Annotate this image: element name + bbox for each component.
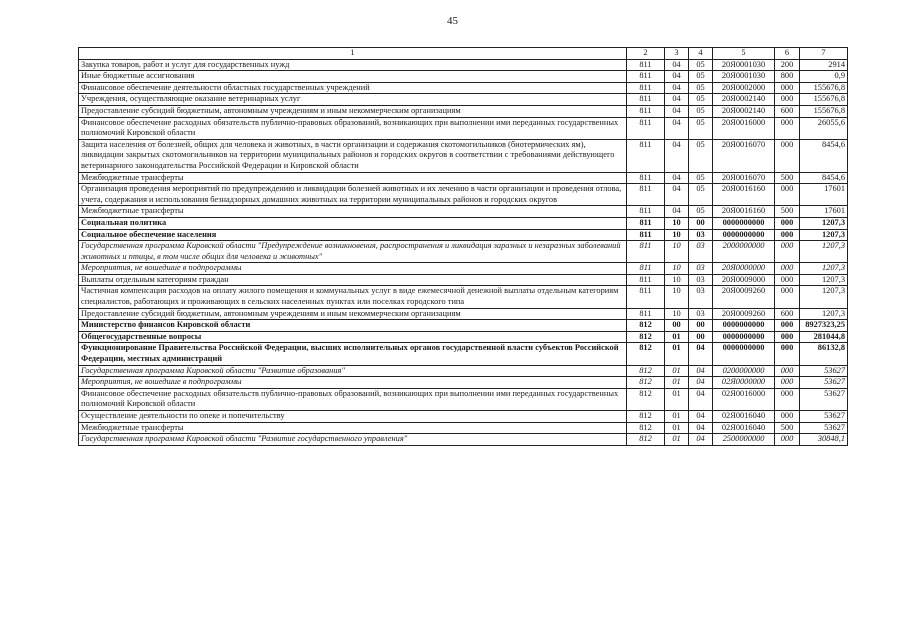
- amount-cell: 1207,3: [800, 274, 848, 286]
- subsection-code-cell: 03: [689, 274, 713, 286]
- ministry-code-cell: 811: [627, 308, 665, 320]
- amount-cell: 1207,3: [800, 308, 848, 320]
- row-name-cell: Финансовое обеспечение деятельности областных государственных учреждений: [79, 82, 627, 94]
- expense-type-cell: 000: [775, 434, 800, 446]
- expense-type-cell: 000: [775, 331, 800, 343]
- section-code-cell: 01: [665, 377, 689, 389]
- section-code-cell: 04: [665, 94, 689, 106]
- amount-cell: 0,9: [800, 71, 848, 83]
- column-header: 5: [713, 48, 775, 60]
- section-code-cell: 10: [665, 263, 689, 275]
- expense-type-cell: 000: [775, 117, 800, 139]
- table-row: [79, 308, 848, 320]
- row-name-cell: Общегосударственные вопросы: [79, 331, 627, 343]
- table-row: [79, 377, 848, 389]
- target-article-cell: 20Я0016160: [713, 206, 775, 218]
- table-row: [79, 286, 848, 308]
- expense-type-cell: 000: [775, 217, 800, 229]
- amount-cell: 281044,8: [800, 331, 848, 343]
- subsection-code-cell: 05: [689, 117, 713, 139]
- subsection-code-cell: 00: [689, 320, 713, 332]
- row-name-cell: Предоставление субсидий бюджетным, автономным учреждениям и иным некоммерческим организациям: [79, 308, 627, 320]
- target-article-cell: 20Я0000000: [713, 263, 775, 275]
- expense-type-cell: 000: [775, 320, 800, 332]
- target-article-cell: 02Я0000000: [713, 377, 775, 389]
- target-article-cell: 02Я0016040: [713, 422, 775, 434]
- row-name-cell: Государственная программа Кировской области "Развитие образования": [79, 365, 627, 377]
- ministry-code-cell: 811: [627, 59, 665, 71]
- subsection-code-cell: 05: [689, 139, 713, 172]
- subsection-code-cell: 00: [689, 217, 713, 229]
- column-header: 1: [79, 48, 627, 60]
- expense-type-cell: 000: [775, 286, 800, 308]
- expense-type-cell: 000: [775, 94, 800, 106]
- target-article-cell: 20Я0009260: [713, 286, 775, 308]
- row-name-cell: Финансовое обеспечение расходных обязательств публично-правовых образований, возникающих при выполнении ими переданных государственных полномочий Кировской области: [79, 117, 627, 139]
- amount-cell: 8454,6: [800, 139, 848, 172]
- amount-cell: 155676,8: [800, 105, 848, 117]
- subsection-code-cell: 04: [689, 343, 713, 365]
- table-row: [79, 217, 848, 229]
- expense-type-cell: 000: [775, 388, 800, 410]
- row-name-cell: Функционирование Правительства Российской Федерации, высших исполнительных органов государственной власти субъектов Российской Федерации, местных администраций: [79, 343, 627, 365]
- ministry-code-cell: 812: [627, 320, 665, 332]
- row-name-cell: Межбюджетные трансферты: [79, 422, 627, 434]
- row-name-cell: Мероприятия, не вошедшие в подпрограммы: [79, 377, 627, 389]
- table-row: [79, 274, 848, 286]
- section-code-cell: 01: [665, 434, 689, 446]
- expense-type-cell: 500: [775, 422, 800, 434]
- table-row: [79, 422, 848, 434]
- expense-type-cell: 800: [775, 71, 800, 83]
- table-row: [79, 172, 848, 184]
- ministry-code-cell: 812: [627, 365, 665, 377]
- target-article-cell: 20Я0016070: [713, 139, 775, 172]
- target-article-cell: 2000000000: [713, 241, 775, 263]
- row-name-cell: Выплаты отдельным категориям граждан: [79, 274, 627, 286]
- target-article-cell: 20Я0001030: [713, 59, 775, 71]
- subsection-code-cell: 05: [689, 105, 713, 117]
- section-code-cell: 04: [665, 172, 689, 184]
- subsection-code-cell: 03: [689, 308, 713, 320]
- amount-cell: 1207,3: [800, 241, 848, 263]
- ministry-code-cell: 811: [627, 274, 665, 286]
- ministry-code-cell: 811: [627, 172, 665, 184]
- ministry-code-cell: 811: [627, 139, 665, 172]
- table-row: [79, 343, 848, 365]
- target-article-cell: 20Я0001030: [713, 71, 775, 83]
- subsection-code-cell: 05: [689, 82, 713, 94]
- page-number: 45: [447, 15, 458, 27]
- column-header: 7: [800, 48, 848, 60]
- subsection-code-cell: 00: [689, 331, 713, 343]
- amount-cell: 53627: [800, 377, 848, 389]
- table-row: [79, 229, 848, 241]
- expense-type-cell: 000: [775, 274, 800, 286]
- expense-type-cell: 500: [775, 172, 800, 184]
- expense-type-cell: 000: [775, 229, 800, 241]
- subsection-code-cell: 04: [689, 434, 713, 446]
- target-article-cell: 0000000000: [713, 229, 775, 241]
- ministry-code-cell: 811: [627, 263, 665, 275]
- section-code-cell: 00: [665, 320, 689, 332]
- section-code-cell: 01: [665, 388, 689, 410]
- column-header: 3: [665, 48, 689, 60]
- amount-cell: 17601: [800, 184, 848, 206]
- section-code-cell: 04: [665, 71, 689, 83]
- ministry-code-cell: 811: [627, 105, 665, 117]
- target-article-cell: 02Я0016040: [713, 411, 775, 423]
- subsection-code-cell: 05: [689, 184, 713, 206]
- table-row: [79, 241, 848, 263]
- subsection-code-cell: 05: [689, 172, 713, 184]
- table-row: [79, 59, 848, 71]
- row-name-cell: Государственная программа Кировской области "Развитие государственного управления": [79, 434, 627, 446]
- ministry-code-cell: 811: [627, 241, 665, 263]
- amount-cell: 86132,8: [800, 343, 848, 365]
- target-article-cell: 02Я0016000: [713, 388, 775, 410]
- target-article-cell: 20Я0002140: [713, 94, 775, 106]
- expense-type-cell: 000: [775, 343, 800, 365]
- row-name-cell: Социальное обеспечение населения: [79, 229, 627, 241]
- column-header: 4: [689, 48, 713, 60]
- amount-cell: 2914: [800, 59, 848, 71]
- section-code-cell: 10: [665, 229, 689, 241]
- subsection-code-cell: 03: [689, 241, 713, 263]
- subsection-code-cell: 04: [689, 388, 713, 410]
- table-row: [79, 184, 848, 206]
- row-name-cell: Мероприятия, не вошедшие в подпрограммы: [79, 263, 627, 275]
- section-code-cell: 01: [665, 411, 689, 423]
- expense-type-cell: 000: [775, 82, 800, 94]
- amount-cell: 155676,8: [800, 82, 848, 94]
- table-row: [79, 206, 848, 218]
- row-name-cell: Государственная программа Кировской области "Предупреждение возникновения, распространения и ликвидация заразных и незаразных заболеваний животных и птицы, в том числе общих для человека и животных": [79, 241, 627, 263]
- subsection-code-cell: 03: [689, 229, 713, 241]
- ministry-code-cell: 811: [627, 71, 665, 83]
- target-article-cell: 0200000000: [713, 365, 775, 377]
- table-row: [79, 105, 848, 117]
- subsection-code-cell: 05: [689, 94, 713, 106]
- target-article-cell: 20Я0016000: [713, 117, 775, 139]
- ministry-code-cell: 812: [627, 377, 665, 389]
- section-code-cell: 10: [665, 217, 689, 229]
- row-name-cell: Финансовое обеспечение расходных обязательств публично-правовых образований, возникающих при выполнении ими переданных государственных полномочий Кировской области: [79, 388, 627, 410]
- table-body: [79, 59, 848, 445]
- target-article-cell: 20Я0002140: [713, 105, 775, 117]
- expense-type-cell: 000: [775, 377, 800, 389]
- target-article-cell: 20Я0009260: [713, 308, 775, 320]
- table-row: [79, 139, 848, 172]
- row-name-cell: Межбюджетные трансферты: [79, 206, 627, 218]
- table-row: [79, 434, 848, 446]
- target-article-cell: 0000000000: [713, 320, 775, 332]
- row-name-cell: Социальная политика: [79, 217, 627, 229]
- row-name-cell: Осуществление деятельности по опеке и попечительству: [79, 411, 627, 423]
- row-name-cell: Иные бюджетные ассигнования: [79, 71, 627, 83]
- amount-cell: 8454,6: [800, 172, 848, 184]
- ministry-code-cell: 811: [627, 229, 665, 241]
- expense-type-cell: 000: [775, 263, 800, 275]
- section-code-cell: 04: [665, 139, 689, 172]
- ministry-code-cell: 812: [627, 388, 665, 410]
- ministry-code-cell: 811: [627, 286, 665, 308]
- table-row: [79, 82, 848, 94]
- subsection-code-cell: 05: [689, 71, 713, 83]
- amount-cell: 1207,3: [800, 286, 848, 308]
- header-row: [79, 48, 848, 60]
- ministry-code-cell: 811: [627, 82, 665, 94]
- ministry-code-cell: 812: [627, 411, 665, 423]
- table-row: [79, 411, 848, 423]
- expense-type-cell: 500: [775, 206, 800, 218]
- target-article-cell: 2500000000: [713, 434, 775, 446]
- amount-cell: 26055,6: [800, 117, 848, 139]
- target-article-cell: 0000000000: [713, 217, 775, 229]
- section-code-cell: 10: [665, 308, 689, 320]
- ministry-code-cell: 811: [627, 184, 665, 206]
- section-code-cell: 04: [665, 184, 689, 206]
- section-code-cell: 10: [665, 274, 689, 286]
- expense-type-cell: 000: [775, 139, 800, 172]
- subsection-code-cell: 03: [689, 286, 713, 308]
- subsection-code-cell: 04: [689, 422, 713, 434]
- amount-cell: 53627: [800, 388, 848, 410]
- amount-cell: 53627: [800, 365, 848, 377]
- amount-cell: 1207,3: [800, 263, 848, 275]
- row-name-cell: Министерство финансов Кировской области: [79, 320, 627, 332]
- amount-cell: 53627: [800, 422, 848, 434]
- ministry-code-cell: 811: [627, 206, 665, 218]
- expense-type-cell: 200: [775, 59, 800, 71]
- subsection-code-cell: 04: [689, 377, 713, 389]
- table-row: [79, 263, 848, 275]
- ministry-code-cell: 812: [627, 422, 665, 434]
- section-code-cell: 10: [665, 286, 689, 308]
- table-row: [79, 71, 848, 83]
- ministry-code-cell: 811: [627, 217, 665, 229]
- section-code-cell: 10: [665, 241, 689, 263]
- section-code-cell: 04: [665, 117, 689, 139]
- ministry-code-cell: 811: [627, 117, 665, 139]
- target-article-cell: 20Я0002000: [713, 82, 775, 94]
- target-article-cell: 20Я0009000: [713, 274, 775, 286]
- column-header: 2: [627, 48, 665, 60]
- table-row: [79, 320, 848, 332]
- table-row: [79, 365, 848, 377]
- ministry-code-cell: 811: [627, 94, 665, 106]
- ministry-code-cell: 812: [627, 331, 665, 343]
- subsection-code-cell: 05: [689, 59, 713, 71]
- expense-type-cell: 000: [775, 241, 800, 263]
- row-name-cell: Частичная компенсация расходов на оплату жилого помещения и коммунальных услуг в виде ежемесячной денежной выплаты отдельным категориям специалистов, работающих и проживающих в сельских населенных пунктах или поселках городского типа: [79, 286, 627, 308]
- amount-cell: 53627: [800, 411, 848, 423]
- amount-cell: 155676,8: [800, 94, 848, 106]
- section-code-cell: 01: [665, 331, 689, 343]
- section-code-cell: 01: [665, 343, 689, 365]
- section-code-cell: 04: [665, 82, 689, 94]
- expense-type-cell: 600: [775, 308, 800, 320]
- row-name-cell: Защита населения от болезней, общих для человека и животных, в части организации и содержания скотомогильников (биотермических ям), ликвидации закрытых скотомогильников на территории муниципальных районов и городских округов в соответствии с требованиями действующего ветеринарного законодательства Российской Федерации и Кировской области: [79, 139, 627, 172]
- table-row: [79, 388, 848, 410]
- row-name-cell: Закупка товаров, работ и услуг для государственных нужд: [79, 59, 627, 71]
- subsection-code-cell: 04: [689, 365, 713, 377]
- amount-cell: 17601: [800, 206, 848, 218]
- expense-type-cell: 600: [775, 105, 800, 117]
- expense-type-cell: 000: [775, 365, 800, 377]
- row-name-cell: Предоставление субсидий бюджетным, автономным учреждениям и иным некоммерческим организациям: [79, 105, 627, 117]
- ministry-code-cell: 812: [627, 343, 665, 365]
- expense-type-cell: 000: [775, 411, 800, 423]
- section-code-cell: 01: [665, 365, 689, 377]
- amount-cell: 30848,1: [800, 434, 848, 446]
- ministry-code-cell: 812: [627, 434, 665, 446]
- target-article-cell: 0000000000: [713, 343, 775, 365]
- amount-cell: 8927323,25: [800, 320, 848, 332]
- row-name-cell: Межбюджетные трансферты: [79, 172, 627, 184]
- row-name-cell: Организация проведения мероприятий по предупреждению и ликвидации болезней животных и их лечению в части организации и проведения отлова, учета, содержания и использования безнадзорных домашних животных на территории муниципальных районов и городских округов: [79, 184, 627, 206]
- section-code-cell: 04: [665, 59, 689, 71]
- subsection-code-cell: 05: [689, 206, 713, 218]
- section-code-cell: 01: [665, 422, 689, 434]
- column-header: 6: [775, 48, 800, 60]
- row-name-cell: Учреждения, осуществляющие оказание ветеринарных услуг: [79, 94, 627, 106]
- budget-table: [78, 47, 848, 446]
- table-row: [79, 94, 848, 106]
- target-article-cell: 20Я0016070: [713, 172, 775, 184]
- section-code-cell: 04: [665, 105, 689, 117]
- subsection-code-cell: 04: [689, 411, 713, 423]
- target-article-cell: 20Я0016160: [713, 184, 775, 206]
- amount-cell: 1207,3: [800, 217, 848, 229]
- amount-cell: 1207,3: [800, 229, 848, 241]
- section-code-cell: 04: [665, 206, 689, 218]
- table-row: [79, 117, 848, 139]
- target-article-cell: 0000000000: [713, 331, 775, 343]
- table-row: [79, 331, 848, 343]
- subsection-code-cell: 03: [689, 263, 713, 275]
- expense-type-cell: 000: [775, 184, 800, 206]
